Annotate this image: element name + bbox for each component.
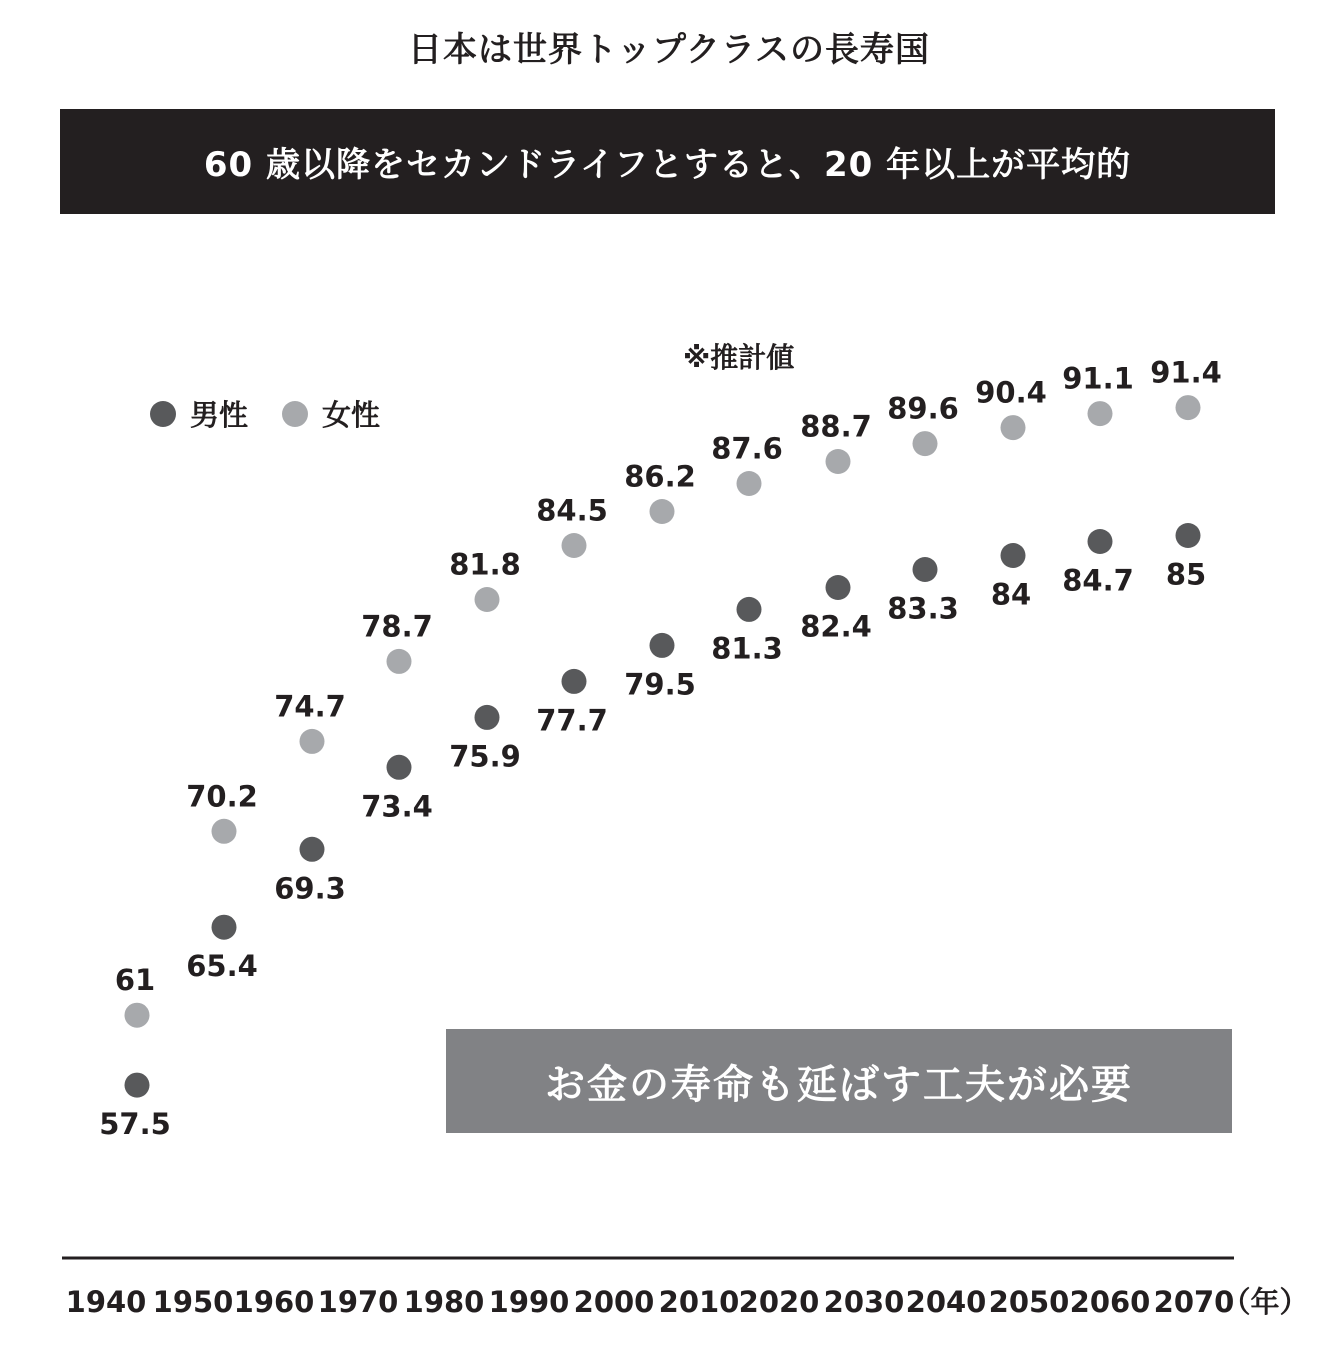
data-label-male-2040: 84 [990, 577, 1032, 612]
data-label-male-2030: 83.3 [887, 591, 959, 626]
data-point-male-2000 [650, 633, 675, 658]
chart-title: 日本は世界トップクラスの長寿国 [408, 30, 930, 70]
data-label-female-2050: 91.1 [1062, 361, 1134, 396]
data-point-male-1950 [212, 915, 237, 940]
x-tick-1950: 1950 [152, 1285, 234, 1319]
data-point-female-2030 [913, 431, 938, 456]
data-label-male-1990: 77.7 [536, 703, 608, 738]
data-point-female-2050 [1088, 401, 1113, 426]
data-point-male-1940 [125, 1073, 150, 1098]
x-axis-unit-label: （年） [1221, 1285, 1309, 1319]
data-point-male-2040 [1001, 543, 1026, 568]
x-tick-1960: 1960 [233, 1285, 315, 1319]
data-label-female-2020: 88.7 [800, 409, 872, 444]
x-tick-2010: 2010 [658, 1285, 740, 1319]
x-tick-1990: 1990 [488, 1285, 570, 1319]
x-tick-2040: 2040 [905, 1285, 987, 1319]
x-tick-2060: 2060 [1069, 1285, 1151, 1319]
data-point-female-1940 [125, 1003, 150, 1028]
data-label-female-1990: 84.5 [536, 493, 608, 528]
data-label-male-2020: 82.4 [800, 609, 872, 644]
data-label-male-1980: 75.9 [449, 739, 521, 774]
data-label-male-2060: 85 [1165, 557, 1207, 592]
data-point-female-1990 [562, 533, 587, 558]
data-point-female-2000 [650, 499, 675, 524]
data-label-male-1970: 73.4 [361, 789, 433, 824]
x-tick-2000: 2000 [573, 1285, 655, 1319]
data-point-female-1970 [387, 649, 412, 674]
data-label-male-2000: 79.5 [624, 667, 696, 702]
data-label-male-1940: 57.5 [99, 1107, 171, 1142]
data-point-female-1950 [212, 819, 237, 844]
legend-female-label: 女性 [322, 398, 381, 432]
x-axis-ticks [66, 1285, 1309, 1319]
legend-male-label: 男性 [190, 398, 249, 432]
data-label-male-2010: 81.3 [711, 631, 783, 666]
data-label-female-1970: 78.7 [361, 609, 433, 644]
x-tick-2020: 2020 [738, 1285, 820, 1319]
callout-box: お金の寿命も延ばす工夫が必要 [446, 1029, 1232, 1133]
data-label-female-2030: 89.6 [887, 391, 959, 426]
data-label-female-1980: 81.8 [449, 547, 521, 582]
data-point-male-2020 [826, 575, 851, 600]
data-point-female-2020 [826, 449, 851, 474]
data-point-male-1960 [300, 837, 325, 862]
data-label-female-2040: 90.4 [975, 375, 1047, 410]
x-tick-2030: 2030 [823, 1285, 905, 1319]
data-point-female-1960 [300, 729, 325, 754]
data-point-male-1990 [562, 669, 587, 694]
data-point-male-2030 [913, 557, 938, 582]
x-tick-1970: 1970 [317, 1285, 399, 1319]
data-point-female-2040 [1001, 415, 1026, 440]
data-point-male-1970 [387, 755, 412, 780]
x-tick-1940: 1940 [65, 1285, 147, 1319]
data-point-male-2060 [1176, 523, 1201, 548]
estimate-note: ※推計値 [683, 341, 795, 374]
data-label-male-1950: 65.4 [186, 949, 258, 984]
data-label-male-1960: 69.3 [274, 871, 346, 906]
data-label-male-2050: 84.7 [1062, 563, 1134, 598]
x-tick-2050: 2050 [988, 1285, 1070, 1319]
data-label-female-2060: 91.4 [1150, 355, 1222, 390]
data-label-female-1950: 70.2 [186, 779, 258, 814]
data-point-female-2060 [1176, 395, 1201, 420]
data-label-female-1940: 61 [114, 963, 156, 998]
data-label-female-1960: 74.7 [274, 689, 346, 724]
data-label-female-2010: 87.6 [711, 431, 783, 466]
x-tick-2070: 2070 [1153, 1285, 1235, 1319]
data-point-male-2050 [1088, 529, 1113, 554]
data-point-male-1980 [475, 705, 500, 730]
x-tick-1980: 1980 [403, 1285, 485, 1319]
data-point-female-1980 [475, 587, 500, 612]
data-marks [99, 356, 1222, 1142]
headline-banner: 60 歳以降をセカンドライフとすると、20 年以上が平均的 [60, 109, 1275, 214]
data-point-female-2010 [737, 471, 762, 496]
data-label-female-2000: 86.2 [624, 459, 696, 494]
data-point-male-2010 [737, 597, 762, 622]
